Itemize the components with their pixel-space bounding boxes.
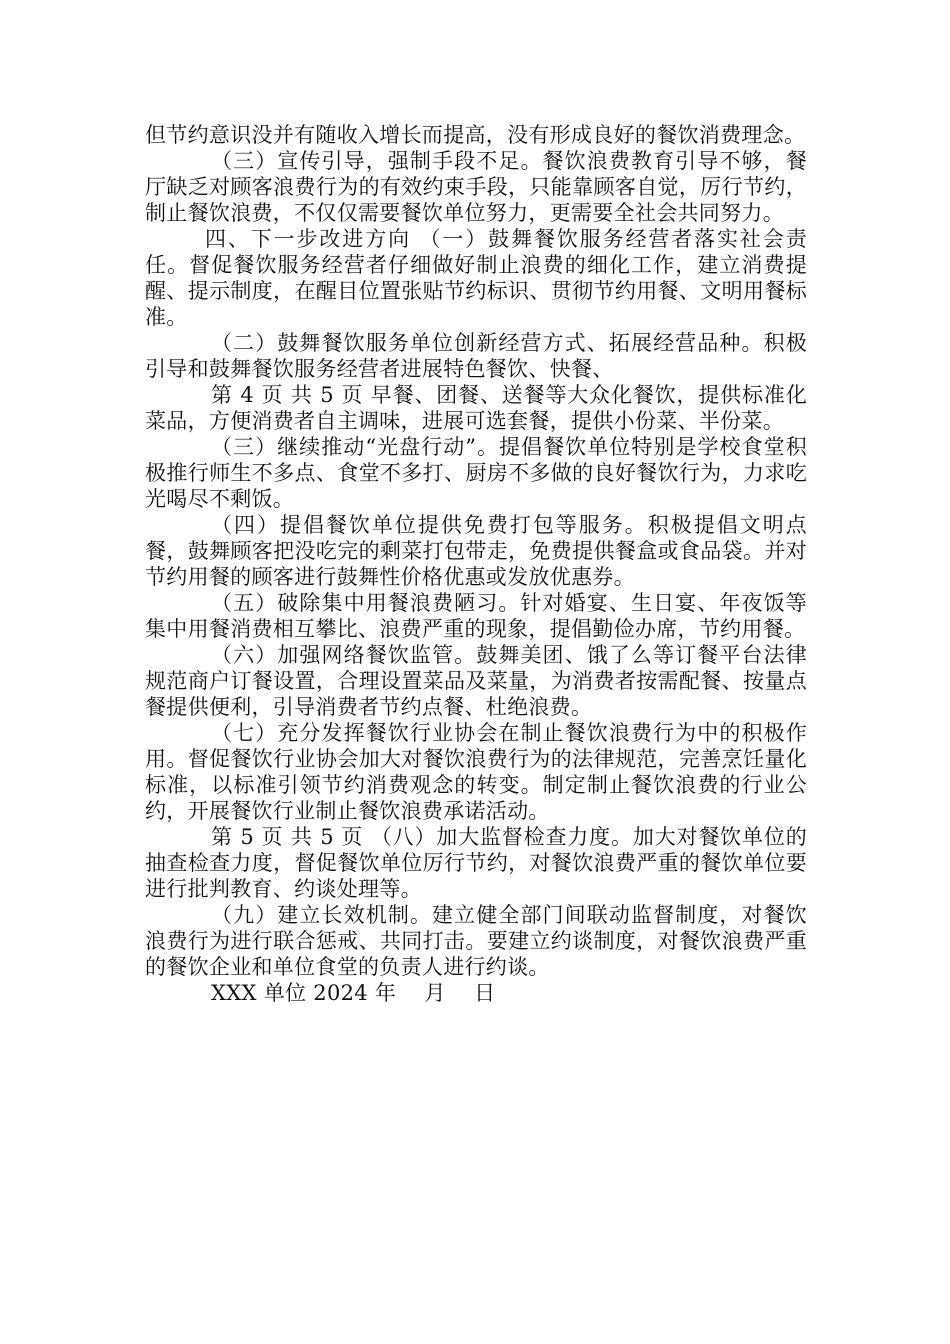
paragraph-10: （七）充分发挥餐饮行业协会在制止餐饮浪费行为中的积极作用。督促餐饮行业协会加大对餐饮浪费行为的法律规范，完善烹饪量化标准，以标准引领节约消费观念的转变。制定制止餐饮浪费的行业公约，开展餐饮行业制止餐饮浪费承诺活动。 [145, 721, 807, 823]
paragraph-2: （三）宣传引导，强制手段不足。餐饮浪费教育引导不够，餐厅缺乏对顾客浪费行为的有效约束手段，只能靠顾客自觉，厉行节约，制止餐饮浪费，不仅仅需要餐饮单位努力，更需要全社会共同努力。 [145, 149, 807, 225]
paragraph-7: （四）提倡餐饮单位提供免费打包等服务。积极提倡文明点餐，鼓舞顾客把没吃完的剩菜打包带走，免费提供餐盒或食品袋。并对节约用餐的顾客进行鼓舞性价格优惠或发放优惠券。 [145, 513, 807, 589]
paragraph-1: 但节约意识没并有随收入增长而提高，没有形成良好的餐饮消费理念。 [145, 123, 806, 147]
paragraph-8: （五）破除集中用餐浪费陋习。针对婚宴、生日宴、年夜饭等集中用餐消费相互攀比、浪费严重的现象，提倡勤俭办席，节约用餐。 [145, 591, 807, 641]
paragraph-5: 第 4 页 共 5 页 早餐、团餐、送餐等大众化餐饮，提供标准化菜品，方便消费者自主调味，进展可选套餐，提供小份菜、半份菜。 [145, 383, 807, 433]
paragraph-6: （三）继续推动“光盘行动”。提倡餐饮单位特别是学校食堂积极推行师生不多点、食堂不多打、厨房不多做的良好餐饮行为，力求吃光喝尽不剩饭。 [145, 435, 807, 511]
paragraph-3: 四、下一步改进方向 （一）鼓舞餐饮服务经营者落实社会责任。督促餐饮服务经营者仔细做好制止浪费的细化工作，建立消费提醒、提示制度，在醒目位置张贴节约标识、贯彻节约用餐、文明用餐标准。 [145, 227, 807, 329]
paragraph-9: （六）加强网络餐饮监管。鼓舞美团、饿了么等订餐平台法律规范商户订餐设置，合理设置菜品及菜量，为消费者按需配餐、按量点餐提供便利，引导消费者节约点餐、杜绝浪费。 [145, 643, 807, 719]
document-body [145, 122, 807, 1006]
paragraph-11: 第 5 页 共 5 页 （八）加大监督检查力度。加大对餐饮单位的抽查检查力度，督促餐饮单位厉行节约，对餐饮浪费严重的餐饮单位要进行批判教育、约谈处理等。 [145, 825, 807, 901]
paragraph-12: （九）建立长效机制。建立健全部门间联动监督制度，对餐饮浪费行为进行联合惩戒、共同打击。要建立约谈制度，对餐饮浪费严重的餐饮企业和单位食堂的负责人进行约谈。 [145, 903, 807, 979]
paragraph-4: （二）鼓舞餐饮服务单位创新经营方式、拓展经营品种。积极引导和鼓舞餐饮服务经营者进展特色餐饮、快餐、 [145, 331, 807, 381]
signature-line: XXX 单位 2024 年 月 日 [211, 981, 496, 1005]
